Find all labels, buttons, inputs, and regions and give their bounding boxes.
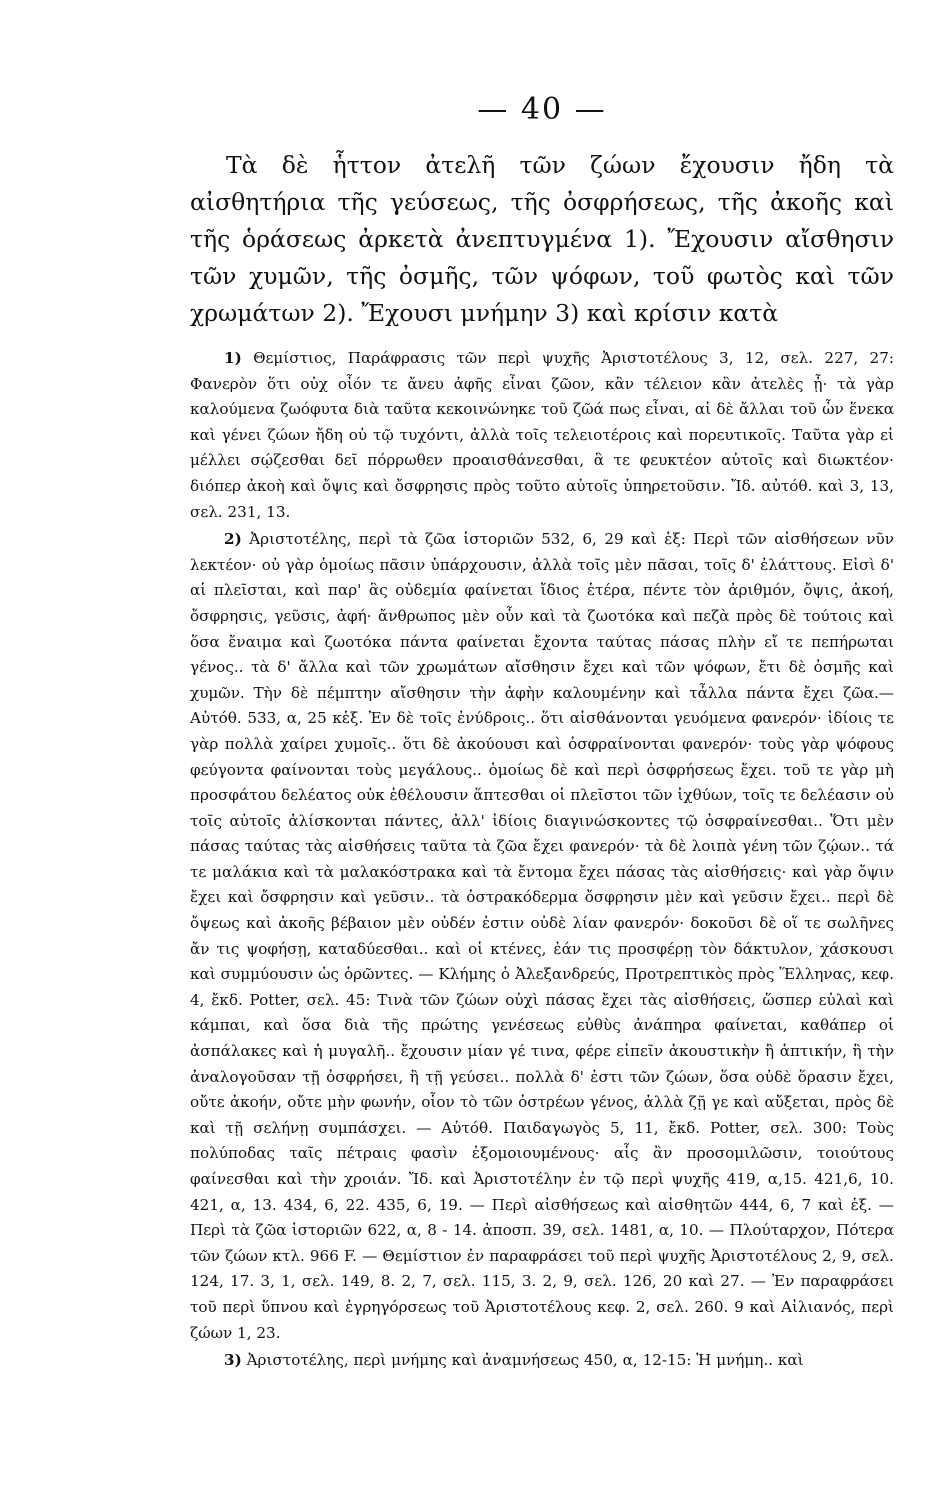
footnote-text: Ἀριστοτέλης, περὶ τὰ ζῶα ἱστοριῶν 532, 6, 29 καὶ ἑξ: Περὶ τῶν αἰσθήσεων νῦν λεκτέον· οὐ γὰρ ὁμοίως πᾶσιν ὑπάρχουσιν, ἀλλὰ τοῖς μὲν πᾶσαι, τοῖς δ' ἐλάττους. Εἰσὶ δ' αἱ πλεῖσται, καὶ παρ' ἃς οὐδεμία φαίνεται ἴδιος ἑτέρα, πέντε τὸν ἀριθμόν, ὄψις, ἀκοή, ὄσφρησις, γεῦσις, ἀφή· ἄνθρωπος μὲν οὖν καὶ τὰ ζωοτόκα καὶ πεζὰ πρὸς δὲ τούτοις καὶ ὅσα ἔναιμα καὶ ζωοτόκα πάντα φαίνεται ἔχοντα ταύτας πάσας πλὴν εἴ τε πεπήρωται γένος.. τὰ δ' ἄλλα καὶ τῶν χρωμάτων αἴσθησιν ἔχει καὶ τῶν ψόφων, ἔτι δὲ ὀσμῆς καὶ χυμῶν. Τὴν δὲ πέμπτην αἴσθησιν τὴν ἁφὴν καλουμένην καὶ τἆλλα πάντα ἔχει ζῶα.— Αὐτόθ. 533, α, 25 κἑξ. Ἐν δὲ τοῖς ἐνύδροις.. ὅτι αἰσθάνονται γευόμενα φανερόν· ἰδίοις τε γὰρ πολλὰ χαίρει χυμοῖς.. ὅτι δὲ ἀκούουσι καὶ ὀσφραίνονται φανερόν· τοὺς γὰρ ψόφους φεύγοντα φαίνονται τοὺς μεγάλους.. ὁμοίως δὲ καὶ περὶ ὀσφρήσεως ἔχει. τοῦ τε γὰρ μὴ προσφάτου δελέατος οὐκ ἐθέλουσιν ἅπτεσθαι οἱ πλεῖστοι τῶν ἰχθύων, τοῖς τε δελέασιν οὐ τοῖς αὐτοῖς ἁλίσκονται πάντες, ἀλλ' ἰδίοις διαγινώσκοντες τῷ ὀσφραίνεσθαι.. Ὅτι μὲν πάσας ταύτας τὰς αἰσθήσεις ταῦτα τὰ ζῶα ἔχει φανερόν· τὰ δὲ λοιπὰ γένη τῶν ζῴων.. τά τε μαλάκια καὶ τὰ μαλακόστρακα καὶ τὰ ἔντομα ἔχει πάσας τὰς αἰσθήσεις· καὶ γὰρ ὄψιν ἔχει καὶ ὄσφρησιν καὶ γεῦσιν.. τὰ ὀστρακόδερμα ὄσφρησιν μὲν καὶ γεῦσιν ἔχει.. περὶ δὲ ὄψεως καὶ ἀκοῆς βέβαιον μὲν οὐδέν ἐστιν οὐδὲ λίαν φανερόν· δοκοῦσι δὲ οἵ τε σωλῆνες ἄν τις ψοφήσῃ, καταδύεσθαι.. καὶ οἱ κτένες, ἐάν τις προσφέρῃ τὸν δάκτυλον, χάσκουσι καὶ συμμύουσιν ὡς ὁρῶντες. — Κλήμης ὁ Ἀλεξανδρεύς, Προτρεπτικὸς πρὸς Ἕλληνας, κεφ. 4, ἔκδ. Potter, σελ. 45: Τινὰ τῶν ζώων οὐχὶ πάσας ἔχει τὰς αἰσθήσεις, ὥσπερ εὐλαὶ καὶ κάμπαι, καὶ ὅσα διὰ τῆς πρώτης γενέσεως εὐθὺς ἀνάπηρα φαίνεται, καθάπερ οἱ ἀσπάλακες καὶ ἡ μυγαλῆ.. ἔχουσιν μίαν γέ τινα, φέρε εἰπεῖν ἀκουστικὴν ἢ ἁπτικήν, ἢ τὴν ἀναλογοῦσαν τῇ ὀσφρήσει, ἢ τῇ γεύσει.. πολλὰ δ' ἐστι τῶν ζώων, ὅσα οὐδὲ ὅρασιν ἔχει, οὔτε ἀκοήν, οὔτε μὴν φωνήν, οἷον τὸ τῶν ὀστρέων γένος, ἀλλὰ ζῇ γε καὶ αὔξεται, πρὸς δὲ καὶ τῇ σελήνῃ συμπάσχει. — Αὐτόθ. Παιδαγωγὸς 5, 11, ἔκδ. Potter, σελ. 300: Τοὺς πολύποδας ταῖς πέτραις φασὶν ἐξομοιουμένους· αἷς ἂν προσομιλῶσιν, τοιούτους φαίνεσθαι καὶ τὴν χροιάν. Ἴδ. καὶ Ἀριστοτέλην ἐν τῷ περὶ ψυχῆς 419, α,15. 421,6, 10. 421, α, 13. 434, 6, 22. 435, 6, 19. — Περὶ αἰσθήσεως καὶ αἰσθητῶν 444, 6, 7 καὶ ἑξ. — Περὶ τὰ ζῶα ἱστοριῶν 622, α, 8 - 14. ἀποσπ. 39, σελ. 1481, α, 10. — Πλούταρχον, Πότερα τῶν ζώων κτλ. 966 F. — Θεμίστιον ἐν παραφράσει τοῦ περὶ ψυχῆς Ἀριστοτέλους 2, 9, σελ. 124, 17. 3, 1, σελ. 149, 8. 2, 7, σελ. 115, 3. 2, 9, σελ. 126, 20 καὶ 27. — Ἐν παραφράσει τοῦ περὶ ὕπνου καὶ ἐγρηγόρσεως τοῦ Ἀριστοτέλους κεφ. 2, σελ. 260. 9 καὶ Αἰλιανός, περὶ ζώων 1, 23.: [190, 530, 895, 1342]
footnote-marker: 3): [224, 1351, 242, 1370]
footnote-text: Ἀριστοτέλης, περὶ μνήμης καὶ ἀναμνήσεως 450, α, 12-15: Ἡ μνήμη.. καὶ: [246, 1351, 804, 1370]
footnote-2: [190, 527, 894, 1346]
page-number: — 40 —: [477, 92, 607, 127]
footnote-text: Θεμίστιος, Παράφρασις τῶν περὶ ψυχῆς Ἀριστοτέλους 3, 12, σελ. 227, 27: Φανερὸν ὅτι οὐχ οἷόν τε ἄνευ ἁφῆς εἶναι ζῶον, κἂν τέλειον κἂν ἀτελὲς ᾖ· τὰ γὰρ καλούμενα ζωόφυτα διὰ ταῦτα κεκοινώνηκε τοῦ ζῶά πως εἶναι, αἱ δὲ ἄλλαι τοῦ ὧν ἕνεκα καὶ γένει ζώων ἤδη οὐ τῷ τυχόντι, ἀλλὰ τοῖς τελειοτέροις καὶ πορευτικοῖς. Ταῦτα γὰρ εἰ μέλλει σῴζεσθαι δεῖ πόρρωθεν προαισθάνεσθαι, ἃ τε φευκτέον αὐτοῖς καὶ διωκτέον· διόπερ ἀκοὴ καὶ ὄψις καὶ ὄσφρησις πρὸς τοῦτο αὐτοῖς ὑπηρετοῦσιν. Ἴδ. αὐτόθ. καὶ 3, 13, σελ. 231, 13.: [190, 349, 894, 521]
footnote-marker: 1): [224, 349, 242, 367]
footnote-marker: 2): [224, 530, 242, 549]
footnote-3: [190, 1348, 894, 1374]
footnote-1: [190, 346, 894, 525]
main-paragraph: Τὰ δὲ ἧττον ἀτελῆ τῶν ζώων ἔχουσιν ἤδη τὰ αἰσθητήρια τῆς γεύσεως, τῆς ὀσφρήσεως, τῆς ἀκοῆς καὶ τῆς ὁράσεως ἀρκετὰ ἀνεπτυγμένα 1). Ἔχουσιν αἴσθησιν τῶν χυμῶν, τῆς ὀσμῆς, τῶν ψόφων, τοῦ φωτὸς καὶ τῶν χρωμάτων 2). Ἔχουσι μνήμην 3) καὶ κρίσιν κατὰ: [190, 151, 894, 327]
footnotes: [190, 346, 894, 1374]
